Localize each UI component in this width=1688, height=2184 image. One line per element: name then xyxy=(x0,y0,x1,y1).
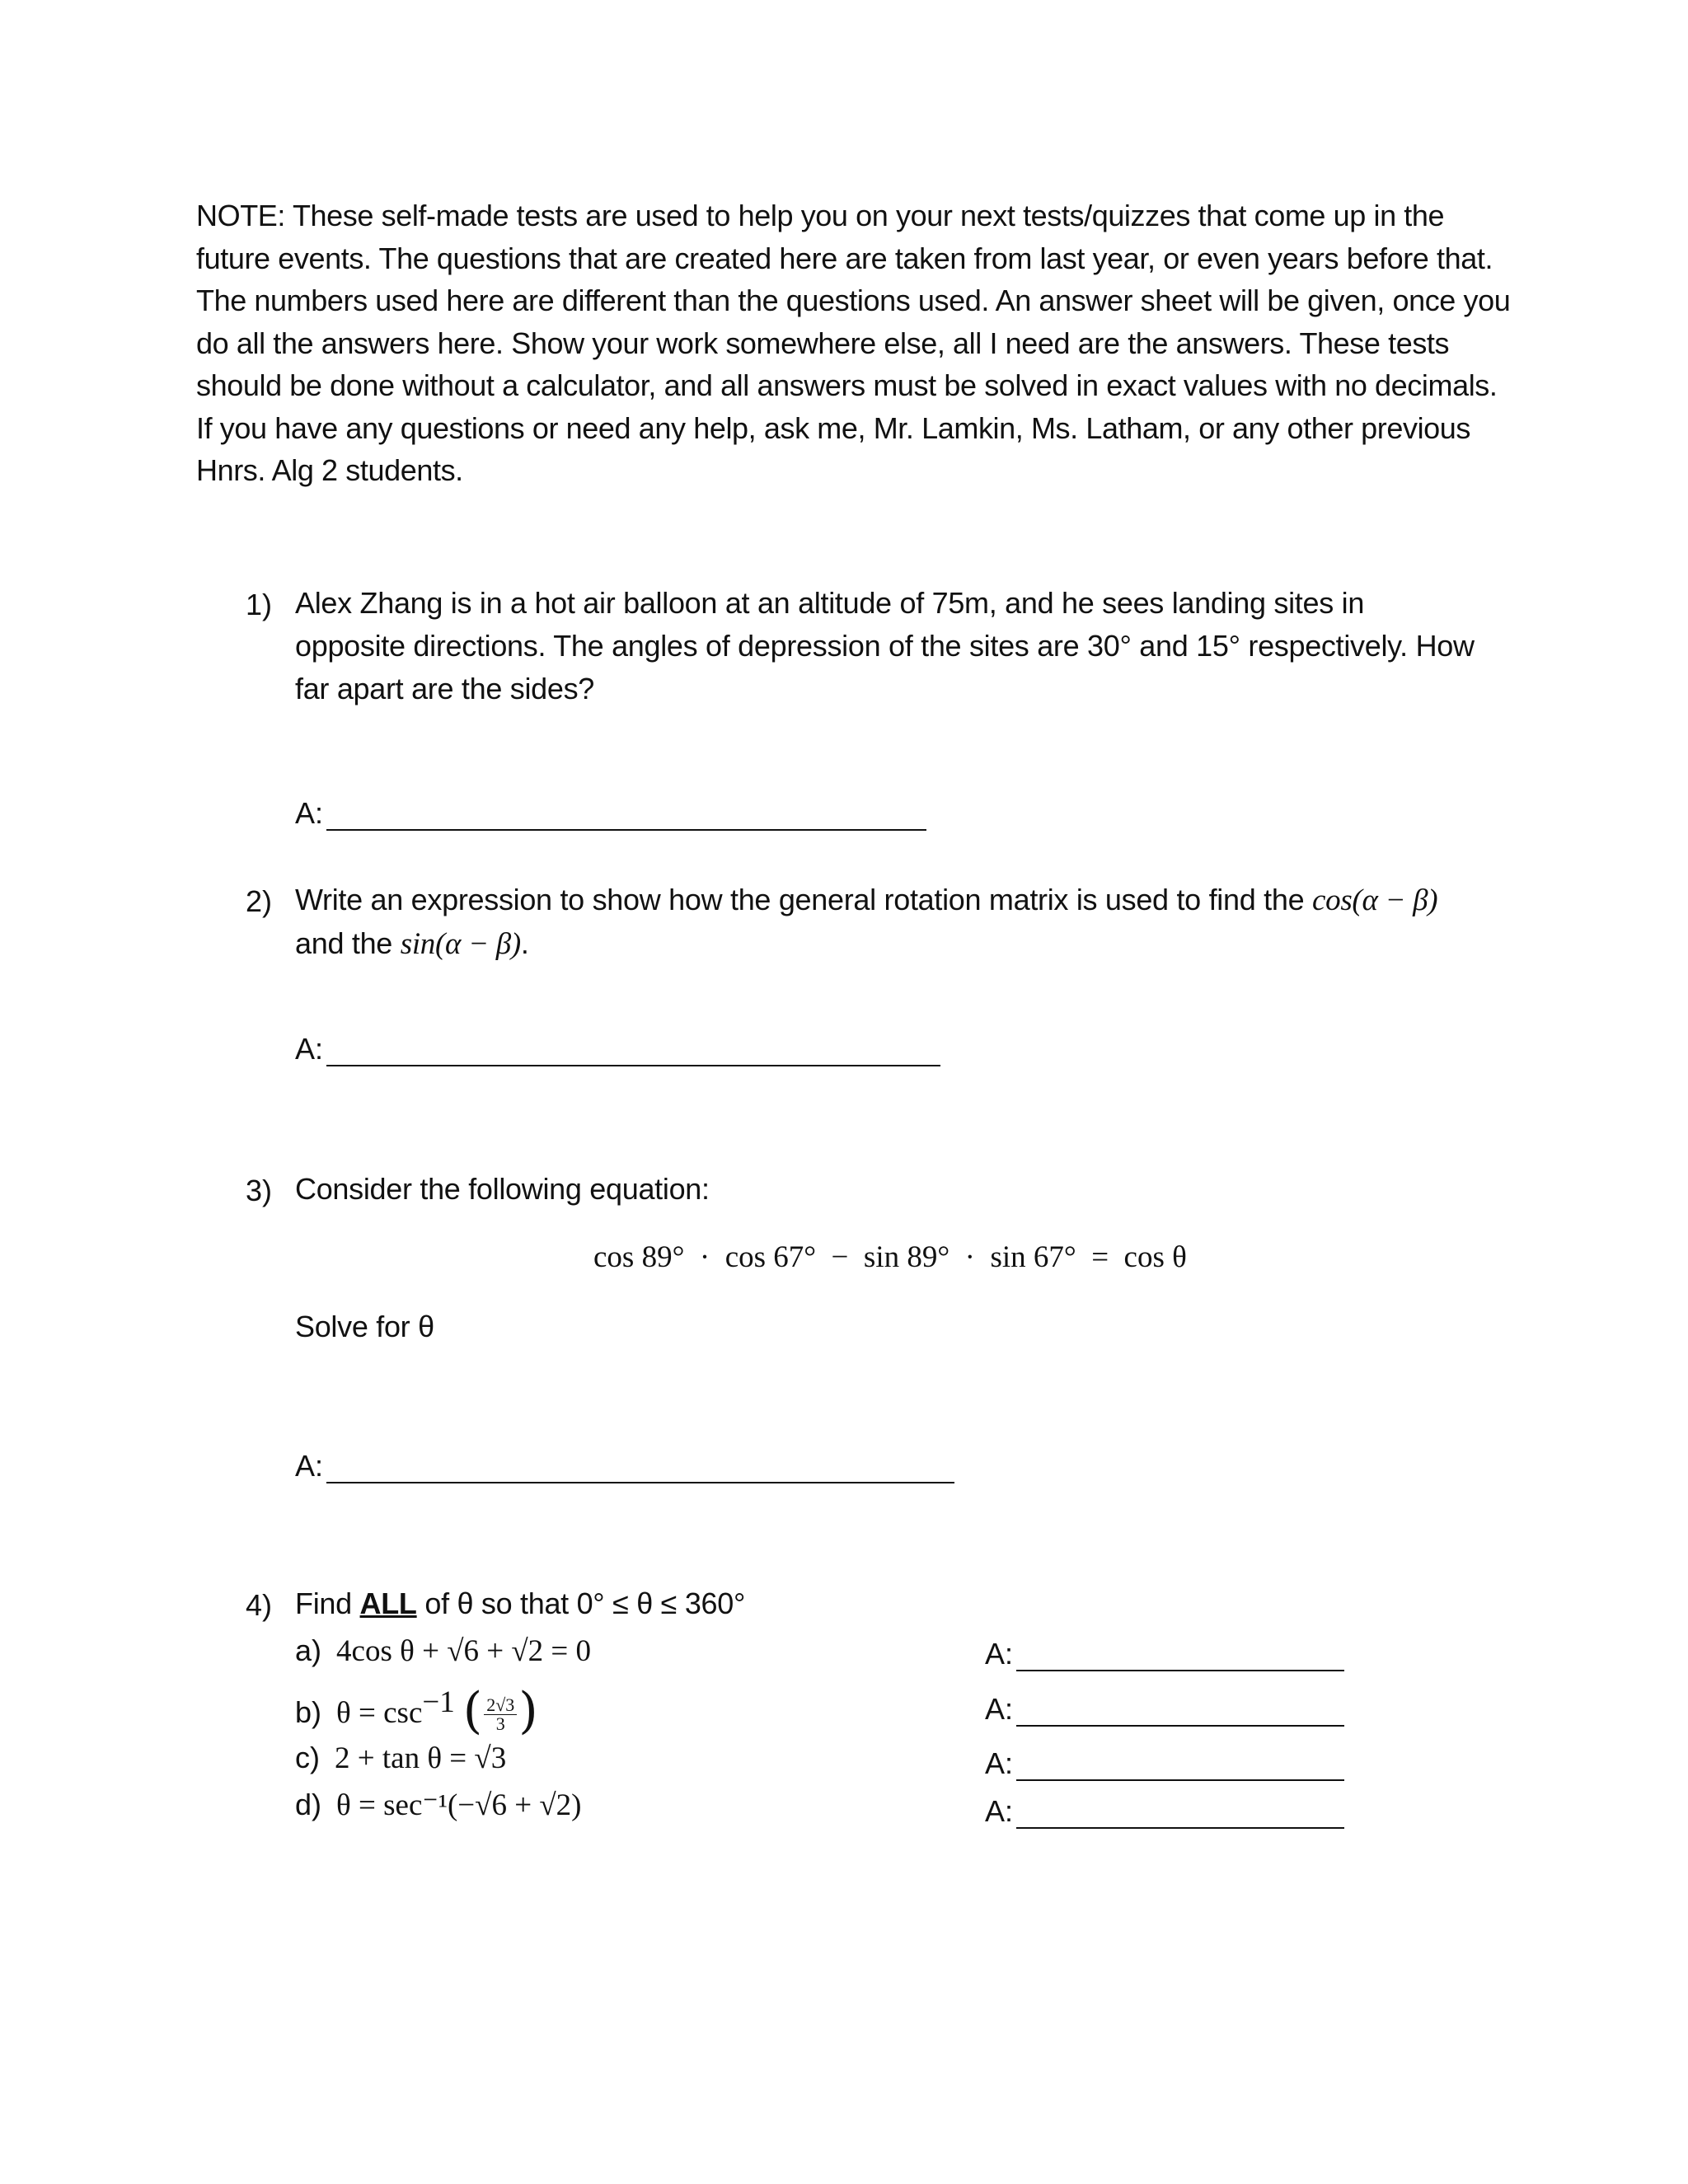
question-2-text-part: Write an expression to show how the general rotation matrix is used to find the xyxy=(295,883,1305,916)
question-4-intro xyxy=(295,1582,1482,1625)
sin-alpha-minus-beta: sin(α − β) xyxy=(400,927,521,961)
part-label: d) xyxy=(295,1788,322,1821)
right-paren-icon: ) xyxy=(518,1682,538,1741)
question-3-text: Consider the following equation: xyxy=(295,1172,710,1206)
question-4-number: 4) xyxy=(246,1588,273,1622)
question-4-text-part: Find xyxy=(295,1586,352,1620)
part-a-expression: 4cos θ + √6 + √2 = 0 xyxy=(336,1634,592,1668)
answer-line[interactable] xyxy=(1016,1643,1344,1671)
fraction xyxy=(484,1696,517,1733)
answer-label: A: xyxy=(985,1746,1014,1780)
question-4d xyxy=(295,1787,581,1823)
part-b-expression: θ = csc xyxy=(336,1696,423,1730)
answer-line[interactable] xyxy=(1016,1801,1344,1829)
cos-alpha-minus-beta: cos(α − β) xyxy=(1312,883,1438,917)
answer-label: A: xyxy=(985,1794,1014,1828)
part-d-expression: θ = sec⁻¹(−√6 + √2) xyxy=(336,1788,582,1822)
question-3-number: 3) xyxy=(246,1174,273,1207)
question-2-text-part: . xyxy=(520,926,529,960)
part-label: a) xyxy=(295,1633,322,1667)
question-4c xyxy=(295,1741,506,1776)
part-label: c) xyxy=(295,1741,320,1774)
part-label: b) xyxy=(295,1695,322,1729)
question-4a-answer[interactable] xyxy=(985,1637,1344,1671)
question-2-number: 2) xyxy=(246,884,273,918)
question-1-number: 1) xyxy=(246,588,273,621)
question-2-text xyxy=(295,879,1482,966)
emphasis-all: ALL xyxy=(359,1586,417,1620)
question-1-answer[interactable] xyxy=(295,796,926,831)
question-3-answer[interactable] xyxy=(295,1449,954,1483)
answer-line[interactable] xyxy=(1016,1753,1344,1781)
question-4d-answer[interactable] xyxy=(985,1794,1344,1829)
question-4a xyxy=(295,1633,591,1669)
answer-label: A: xyxy=(985,1692,1014,1726)
fraction-denominator: 3 xyxy=(495,1713,505,1734)
question-4b xyxy=(295,1682,538,1743)
answer-line[interactable] xyxy=(326,1455,954,1483)
question-1-text: Alex Zhang is in a hot air balloon at an altitude of 75m, and he sees landing sites in opposite directions. The angles of depression of the sites are 30° and 15° respectively. How far apart are the sides? xyxy=(295,586,1475,705)
answer-label: A: xyxy=(295,1449,324,1483)
instructions-note: NOTE: These self-made tests are used to help you on your next tests/quizzes that come up in the future events. The questions that are created here are taken from last year, or even years before that. The numbers used here are different than the questions used. An answer sheet will be given, once you do all the answers here. Show your work somewhere else, all I need are the answers. These tests should be done without a calculator, and all answers must be solved in exact values with no decimals. If you have any questions or need any help, ask me, Mr. Lamkin, Ms. Latham, or any other previous Hnrs. Alg 2 students. xyxy=(196,199,1511,487)
question-2-text-part: and the xyxy=(295,926,393,960)
question-2-answer[interactable] xyxy=(295,1032,940,1066)
inverse-exponent: −1 xyxy=(422,1685,455,1719)
answer-line[interactable] xyxy=(1016,1699,1344,1727)
answer-label: A: xyxy=(985,1637,1014,1671)
answer-line[interactable] xyxy=(326,1038,940,1066)
left-paren-icon: ( xyxy=(462,1682,483,1741)
question-4c-answer[interactable] xyxy=(985,1746,1344,1781)
question-4b-answer[interactable] xyxy=(985,1692,1344,1727)
part-c-expression: 2 + tan θ = √3 xyxy=(335,1741,507,1775)
answer-line[interactable] xyxy=(326,803,926,831)
fraction-numerator: 2√3 xyxy=(484,1696,517,1715)
question-3-equation: cos 89° · cos 67° − sin 89° · sin 67° = cos θ xyxy=(593,1240,1187,1274)
solve-for-theta: Solve for θ xyxy=(295,1310,434,1343)
question-4-text-part: of θ so that 0° ≤ θ ≤ 360° xyxy=(424,1586,746,1620)
answer-label: A: xyxy=(295,1032,324,1066)
answer-label: A: xyxy=(295,796,324,830)
